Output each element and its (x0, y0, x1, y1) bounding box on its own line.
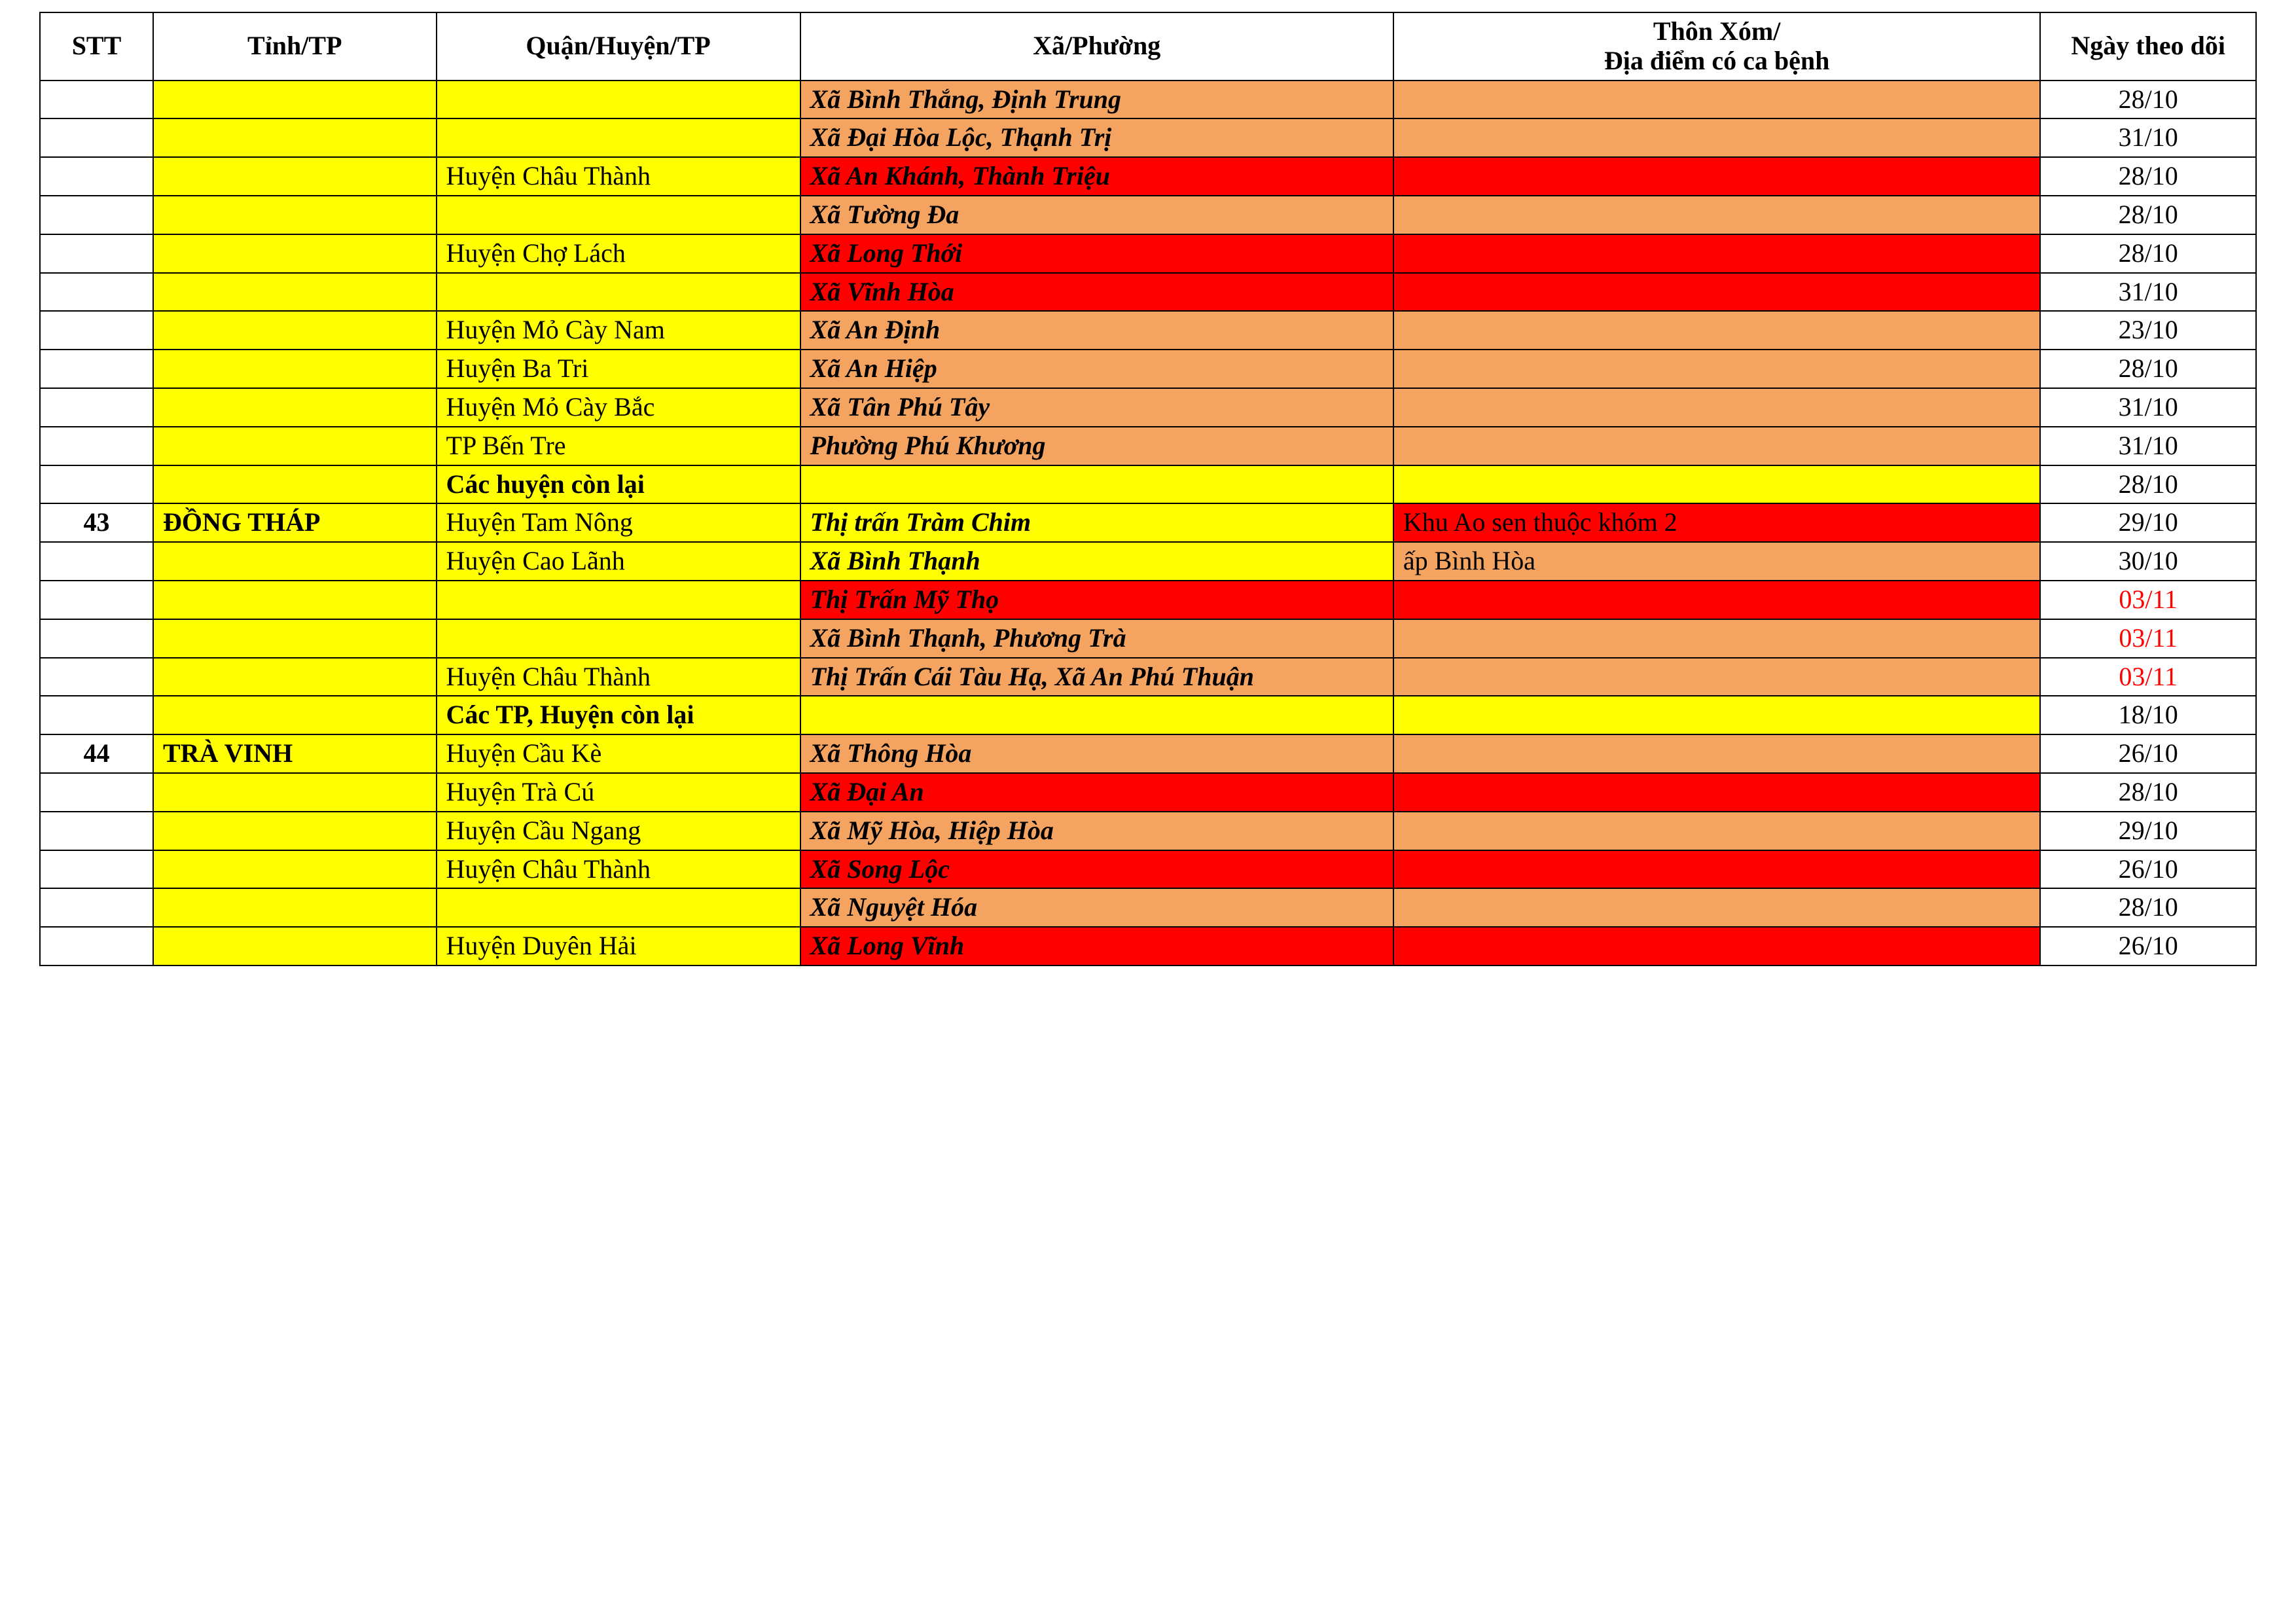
table-row (40, 927, 2256, 965)
table-row (40, 850, 2256, 889)
cell-index (40, 619, 153, 658)
table-row (40, 350, 2256, 388)
cell-district (437, 118, 800, 157)
cell-province (153, 581, 437, 619)
cell-province (153, 696, 437, 734)
cell-date: 29/10 (2040, 812, 2256, 850)
cell-hamlet (1393, 81, 2041, 119)
cell-hamlet (1393, 696, 2041, 734)
cell-ward: Xã Thông Hòa (800, 734, 1393, 773)
cell-hamlet (1393, 311, 2041, 350)
cell-hamlet (1393, 734, 2041, 773)
cell-index (40, 888, 153, 927)
table-row (40, 696, 2256, 734)
cell-index (40, 388, 153, 427)
cell-hamlet (1393, 234, 2041, 273)
cell-district (437, 581, 800, 619)
cell-province (153, 350, 437, 388)
header-stt: STT (40, 12, 153, 81)
table-row (40, 734, 2256, 773)
cell-index (40, 581, 153, 619)
epidemic-monitoring-table (39, 12, 2257, 966)
cell-ward: Thị Trấn Cái Tàu Hạ, Xã An Phú Thuận (800, 658, 1393, 696)
cell-hamlet (1393, 465, 2041, 504)
cell-index: 43 (40, 503, 153, 542)
table-row (40, 427, 2256, 465)
cell-date: 28/10 (2040, 234, 2256, 273)
table-row (40, 273, 2256, 312)
cell-index (40, 542, 153, 581)
cell-date: 31/10 (2040, 388, 2256, 427)
cell-date: 28/10 (2040, 773, 2256, 812)
cell-index (40, 196, 153, 234)
header-ward: Xã/Phường (800, 12, 1393, 81)
cell-hamlet: ấp Bình Hòa (1393, 542, 2041, 581)
cell-province (153, 619, 437, 658)
cell-date: 28/10 (2040, 350, 2256, 388)
cell-ward: Xã An Khánh, Thành Triệu (800, 157, 1393, 196)
cell-hamlet (1393, 850, 2041, 889)
cell-province (153, 427, 437, 465)
cell-district: Huyện Tam Nông (437, 503, 800, 542)
cell-hamlet (1393, 581, 2041, 619)
cell-province (153, 658, 437, 696)
header-row (40, 12, 2256, 81)
cell-ward: Xã Long Thới (800, 234, 1393, 273)
cell-ward: Thị Trấn Mỹ Thọ (800, 581, 1393, 619)
cell-district: Huyện Châu Thành (437, 658, 800, 696)
cell-index (40, 311, 153, 350)
header-hamlet (1393, 12, 2041, 81)
table-row (40, 503, 2256, 542)
table-row (40, 773, 2256, 812)
table-row (40, 888, 2256, 927)
cell-ward: Xã Bình Thạnh (800, 542, 1393, 581)
cell-index (40, 350, 153, 388)
table-row (40, 157, 2256, 196)
cell-province (153, 888, 437, 927)
cell-date: 29/10 (2040, 503, 2256, 542)
cell-hamlet (1393, 118, 2041, 157)
cell-district: Huyện Cầu Kè (437, 734, 800, 773)
cell-district: Các TP, Huyện còn lại (437, 696, 800, 734)
cell-province (153, 465, 437, 504)
cell-index (40, 81, 153, 119)
cell-province (153, 542, 437, 581)
cell-district: Huyện Châu Thành (437, 850, 800, 889)
cell-district (437, 81, 800, 119)
cell-date: 23/10 (2040, 311, 2256, 350)
cell-hamlet (1393, 927, 2041, 965)
cell-ward: Xã Tân Phú Tây (800, 388, 1393, 427)
cell-district: Huyện Chợ Lách (437, 234, 800, 273)
cell-index (40, 773, 153, 812)
cell-hamlet (1393, 773, 2041, 812)
cell-hamlet (1393, 812, 2041, 850)
cell-date: 26/10 (2040, 850, 2256, 889)
cell-district: Huyện Ba Tri (437, 350, 800, 388)
table-row (40, 812, 2256, 850)
cell-district (437, 619, 800, 658)
cell-district (437, 196, 800, 234)
cell-hamlet (1393, 388, 2041, 427)
cell-hamlet (1393, 157, 2041, 196)
cell-date: 28/10 (2040, 888, 2256, 927)
cell-date: 31/10 (2040, 118, 2256, 157)
cell-province (153, 311, 437, 350)
cell-province (153, 273, 437, 312)
cell-province (153, 118, 437, 157)
cell-hamlet (1393, 888, 2041, 927)
table-row (40, 619, 2256, 658)
cell-ward: Xã Mỹ Hòa, Hiệp Hòa (800, 812, 1393, 850)
table-row (40, 388, 2256, 427)
cell-hamlet (1393, 273, 2041, 312)
cell-province (153, 773, 437, 812)
cell-district: Huyện Châu Thành (437, 157, 800, 196)
cell-date: 28/10 (2040, 465, 2256, 504)
table-row (40, 465, 2256, 504)
cell-ward: Xã Bình Thạnh, Phương Trà (800, 619, 1393, 658)
table-row (40, 542, 2256, 581)
cell-district (437, 273, 800, 312)
cell-index (40, 658, 153, 696)
cell-date: 03/11 (2040, 581, 2256, 619)
cell-hamlet (1393, 619, 2041, 658)
cell-ward: Xã Tường Đa (800, 196, 1393, 234)
cell-ward (800, 465, 1393, 504)
cell-province (153, 157, 437, 196)
cell-ward: Xã Song Lộc (800, 850, 1393, 889)
cell-index (40, 427, 153, 465)
cell-ward: Xã Bình Thắng, Định Trung (800, 81, 1393, 119)
cell-date: 18/10 (2040, 696, 2256, 734)
cell-province (153, 927, 437, 965)
cell-index (40, 812, 153, 850)
table-row (40, 581, 2256, 619)
table-row (40, 118, 2256, 157)
cell-ward: Xã Long Vĩnh (800, 927, 1393, 965)
cell-index: 44 (40, 734, 153, 773)
cell-date: 28/10 (2040, 196, 2256, 234)
cell-date: 28/10 (2040, 81, 2256, 119)
cell-date: 31/10 (2040, 427, 2256, 465)
cell-index (40, 465, 153, 504)
cell-date: 26/10 (2040, 927, 2256, 965)
header-province: Tỉnh/TP (153, 12, 437, 81)
cell-ward (800, 696, 1393, 734)
header-hamlet-line1: Thôn Xóm/ (1653, 16, 1781, 46)
cell-hamlet (1393, 427, 2041, 465)
cell-index (40, 157, 153, 196)
cell-hamlet (1393, 196, 2041, 234)
cell-district: Huyện Trà Cú (437, 773, 800, 812)
cell-date: 03/11 (2040, 619, 2256, 658)
header-hamlet-line2: Địa điểm có ca bệnh (1604, 45, 1830, 75)
cell-district: Các huyện còn lại (437, 465, 800, 504)
table-header (40, 12, 2256, 81)
cell-province (153, 234, 437, 273)
header-date: Ngày theo dõi (2040, 12, 2256, 81)
cell-province (153, 196, 437, 234)
cell-index (40, 273, 153, 312)
cell-district: Huyện Mỏ Cày Bắc (437, 388, 800, 427)
cell-district (437, 888, 800, 927)
cell-ward: Phường Phú Khương (800, 427, 1393, 465)
cell-district: Huyện Cầu Ngang (437, 812, 800, 850)
cell-ward: Xã Vĩnh Hòa (800, 273, 1393, 312)
cell-ward: Thị trấn Tràm Chim (800, 503, 1393, 542)
cell-district: Huyện Cao Lãnh (437, 542, 800, 581)
table-row (40, 196, 2256, 234)
cell-province (153, 850, 437, 889)
cell-ward: Xã Đại Hòa Lộc, Thạnh Trị (800, 118, 1393, 157)
cell-province: TRÀ VINH (153, 734, 437, 773)
cell-index (40, 234, 153, 273)
cell-hamlet (1393, 658, 2041, 696)
table-body (40, 81, 2256, 965)
cell-district: TP Bến Tre (437, 427, 800, 465)
header-district: Quận/Huyện/TP (437, 12, 800, 81)
cell-index (40, 850, 153, 889)
cell-index (40, 696, 153, 734)
cell-hamlet: Khu Ao sen thuộc khóm 2 (1393, 503, 2041, 542)
cell-district: Huyện Mỏ Cày Nam (437, 311, 800, 350)
cell-date: 03/11 (2040, 658, 2256, 696)
table-row (40, 658, 2256, 696)
cell-ward: Xã An Định (800, 311, 1393, 350)
cell-province (153, 388, 437, 427)
table-row (40, 311, 2256, 350)
cell-ward: Xã An Hiệp (800, 350, 1393, 388)
cell-date: 30/10 (2040, 542, 2256, 581)
cell-district: Huyện Duyên Hải (437, 927, 800, 965)
cell-province (153, 812, 437, 850)
cell-hamlet (1393, 350, 2041, 388)
cell-date: 28/10 (2040, 157, 2256, 196)
cell-province (153, 81, 437, 119)
table-row (40, 81, 2256, 119)
cell-date: 26/10 (2040, 734, 2256, 773)
cell-ward: Xã Nguyệt Hóa (800, 888, 1393, 927)
cell-index (40, 118, 153, 157)
cell-province: ĐỒNG THÁP (153, 503, 437, 542)
cell-index (40, 927, 153, 965)
table-row (40, 234, 2256, 273)
cell-date: 31/10 (2040, 273, 2256, 312)
cell-ward: Xã Đại An (800, 773, 1393, 812)
